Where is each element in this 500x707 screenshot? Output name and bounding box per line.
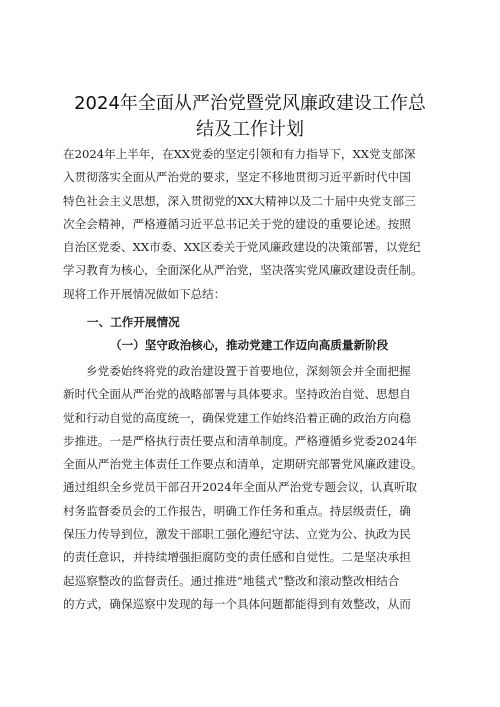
body-paragraph: [63, 360, 443, 616]
intro-line: 现将工作开展情况做如下总结：: [63, 286, 226, 301]
intro-line: 次全会精神，严格遵循习近平总书记关于党的建设的重要论述。按照: [63, 216, 411, 231]
document-title-line-2: 结及工作计划: [196, 119, 304, 140]
body-line: 的方式，确保巡察中发现的每一个具体问题都能得到有效整改，从而: [63, 596, 411, 611]
body-line: 新时代全面从严治党的战略部署与具体要求。坚持政治自觉、思想自: [63, 387, 411, 402]
body-line: 乡党委始终将党的政治建设置于首要地位，深刻领会并全面把握: [86, 364, 411, 378]
intro-line: 入贯彻落实全面从严治党的要求，坚定不移地贯彻习近平新时代中国: [63, 170, 411, 185]
body-line: 起巡察整改的监督责任。通过推进“地毯式”整改和滚动整改相结合: [63, 573, 400, 588]
body-line: 全面从严治党主体责任工作要点和清单，定期研究部署党风廉政建设。: [63, 457, 423, 472]
intro-line: 在2024年上半年，在XX党委的坚定引领和有力指导下，XX党支部深: [63, 147, 416, 161]
body-line: 通过组织全乡党员干部召开2024年全面从严治党专题会议，认真听取: [63, 480, 418, 495]
document-title-line-1: 2024年全面从严治党暨党风廉政建设工作总: [74, 93, 426, 114]
subsection-heading: （一）坚守政治核心，推动党建工作迈向高质量新阶段: [110, 338, 389, 352]
intro-paragraph: [63, 143, 443, 306]
body-line: 村务监督委员会的工作报告，明确工作任务和重点。持层级责任，确: [63, 503, 411, 518]
intro-line: 特色社会主义思想，深入贯彻党的XX大精神以及二十届中央党支部三: [63, 193, 416, 208]
intro-line: 学习教育为核心，全面深化从严治党，坚决落实党风廉政建设责任制。: [63, 263, 423, 278]
intro-line: 自治区党委、XX市委、XX区委关于党风廉政建设的决策部署，以党纪: [63, 240, 421, 255]
body-line: 步推进。一是严格执行责任要点和清单制度。严格遵循乡党委2024年: [63, 433, 418, 448]
body-line: 保压力传导到位，激发干部职工强化遵纪守法、立党为公、执政为民: [63, 527, 411, 542]
section-heading: 一、工作开展情况: [87, 315, 180, 329]
body-line: 的责任意识，并持续增强拒腐防变的责任感和自觉性。二是坚决承担: [63, 550, 411, 565]
body-line: 觉和行动自觉的高度统一，确保党建工作始终沿着正确的政治方向稳: [63, 410, 411, 425]
